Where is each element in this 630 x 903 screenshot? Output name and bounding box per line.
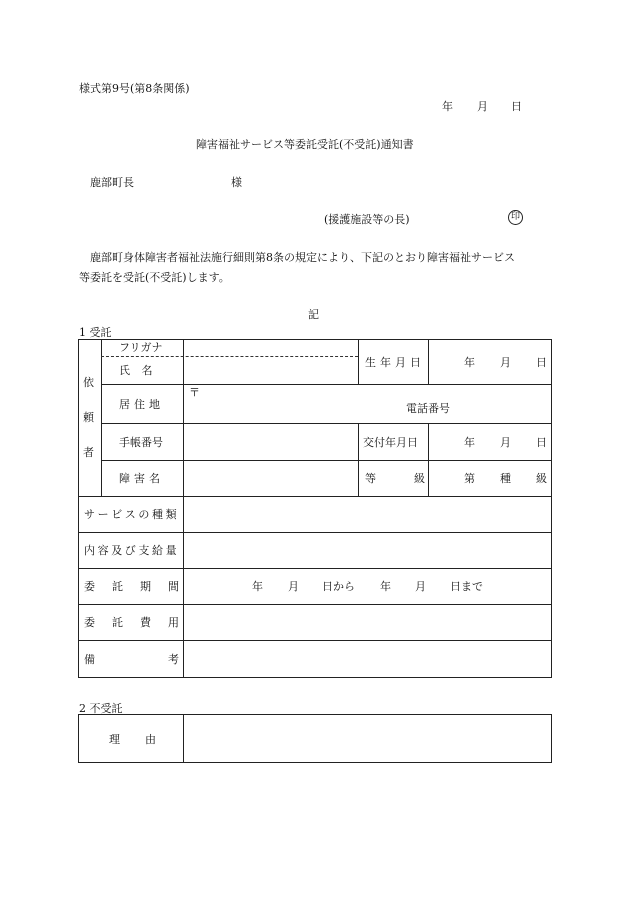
- birth-year: 年: [464, 356, 475, 369]
- grade-value-2: 種: [500, 472, 511, 485]
- period-from-month: 月: [288, 580, 299, 593]
- period-to-month: 月: [415, 580, 426, 593]
- date-year: 年: [442, 100, 453, 113]
- seal-mark: 印: [508, 210, 523, 225]
- birth-day: 日: [536, 356, 547, 369]
- reason-label-2: 由: [145, 733, 156, 746]
- grade-label-1: 等: [365, 472, 376, 485]
- cost-label-1: 委: [84, 616, 95, 629]
- period-to-day: 日まで: [450, 580, 483, 593]
- grade-value-1: 第: [464, 472, 475, 485]
- name-label: 氏 名: [119, 364, 157, 377]
- grade-value-3: 級: [536, 472, 547, 485]
- postal-mark: 〒: [189, 386, 200, 399]
- remarks-label-2: 考: [168, 653, 179, 666]
- period-from-day: 日から: [322, 580, 355, 593]
- remarks-label-1: 備: [84, 653, 95, 666]
- date-day: 日: [511, 100, 522, 113]
- period-from-year: 年: [252, 580, 263, 593]
- period-label-2: 託: [112, 580, 123, 593]
- grade-label-2: 級: [414, 472, 425, 485]
- addressee-name: 鹿部町長: [90, 176, 134, 189]
- handbook-label: 手帳番号: [119, 436, 163, 449]
- issue-year: 年: [464, 436, 475, 449]
- requester-label-1: 依: [83, 376, 94, 389]
- cost-label-2: 託: [112, 616, 123, 629]
- body-text-line2: 等委託を受託(不受託)します。: [79, 271, 230, 284]
- content-label: 内容及び支給量: [84, 544, 180, 557]
- service-type-label: サービスの種類: [84, 508, 180, 521]
- furigana-label: フリガナ: [119, 341, 163, 354]
- sender-label: (援護施設等の長): [324, 213, 410, 226]
- body-text-line1: 鹿部町身体障害者福祉法施行細則第8条の規定により、下記のとおり障害福祉サービス: [90, 251, 515, 264]
- reason-label-1: 理: [109, 733, 120, 746]
- address-label: 居住地: [119, 398, 164, 411]
- issue-day: 日: [536, 436, 547, 449]
- disability-label: 障害名: [119, 472, 164, 485]
- phone-label: 電話番号: [406, 402, 450, 415]
- requester-label-2: 頼: [83, 411, 94, 424]
- issue-month: 月: [500, 436, 511, 449]
- requester-label-3: 者: [83, 446, 94, 459]
- section2-heading: 2 不受託: [79, 702, 123, 715]
- issue-date-label: 交付年月日: [363, 436, 418, 449]
- period-label-1: 委: [84, 580, 95, 593]
- birth-month: 月: [500, 356, 511, 369]
- period-label-3: 期: [140, 580, 151, 593]
- section1-heading: 1 受託: [79, 326, 112, 339]
- period-to-year: 年: [380, 580, 391, 593]
- form-number: 様式第9号(第8条関係): [79, 82, 190, 95]
- birthdate-label: 生年月日: [365, 356, 425, 369]
- period-label-4: 間: [168, 580, 179, 593]
- cost-label-3: 費: [140, 616, 151, 629]
- ki-label: 記: [308, 308, 319, 321]
- addressee-honorific: 様: [231, 176, 242, 189]
- cost-label-4: 用: [168, 616, 179, 629]
- date-month: 月: [477, 100, 488, 113]
- document-title: 障害福祉サービス等委託受託(不受託)通知書: [196, 138, 414, 151]
